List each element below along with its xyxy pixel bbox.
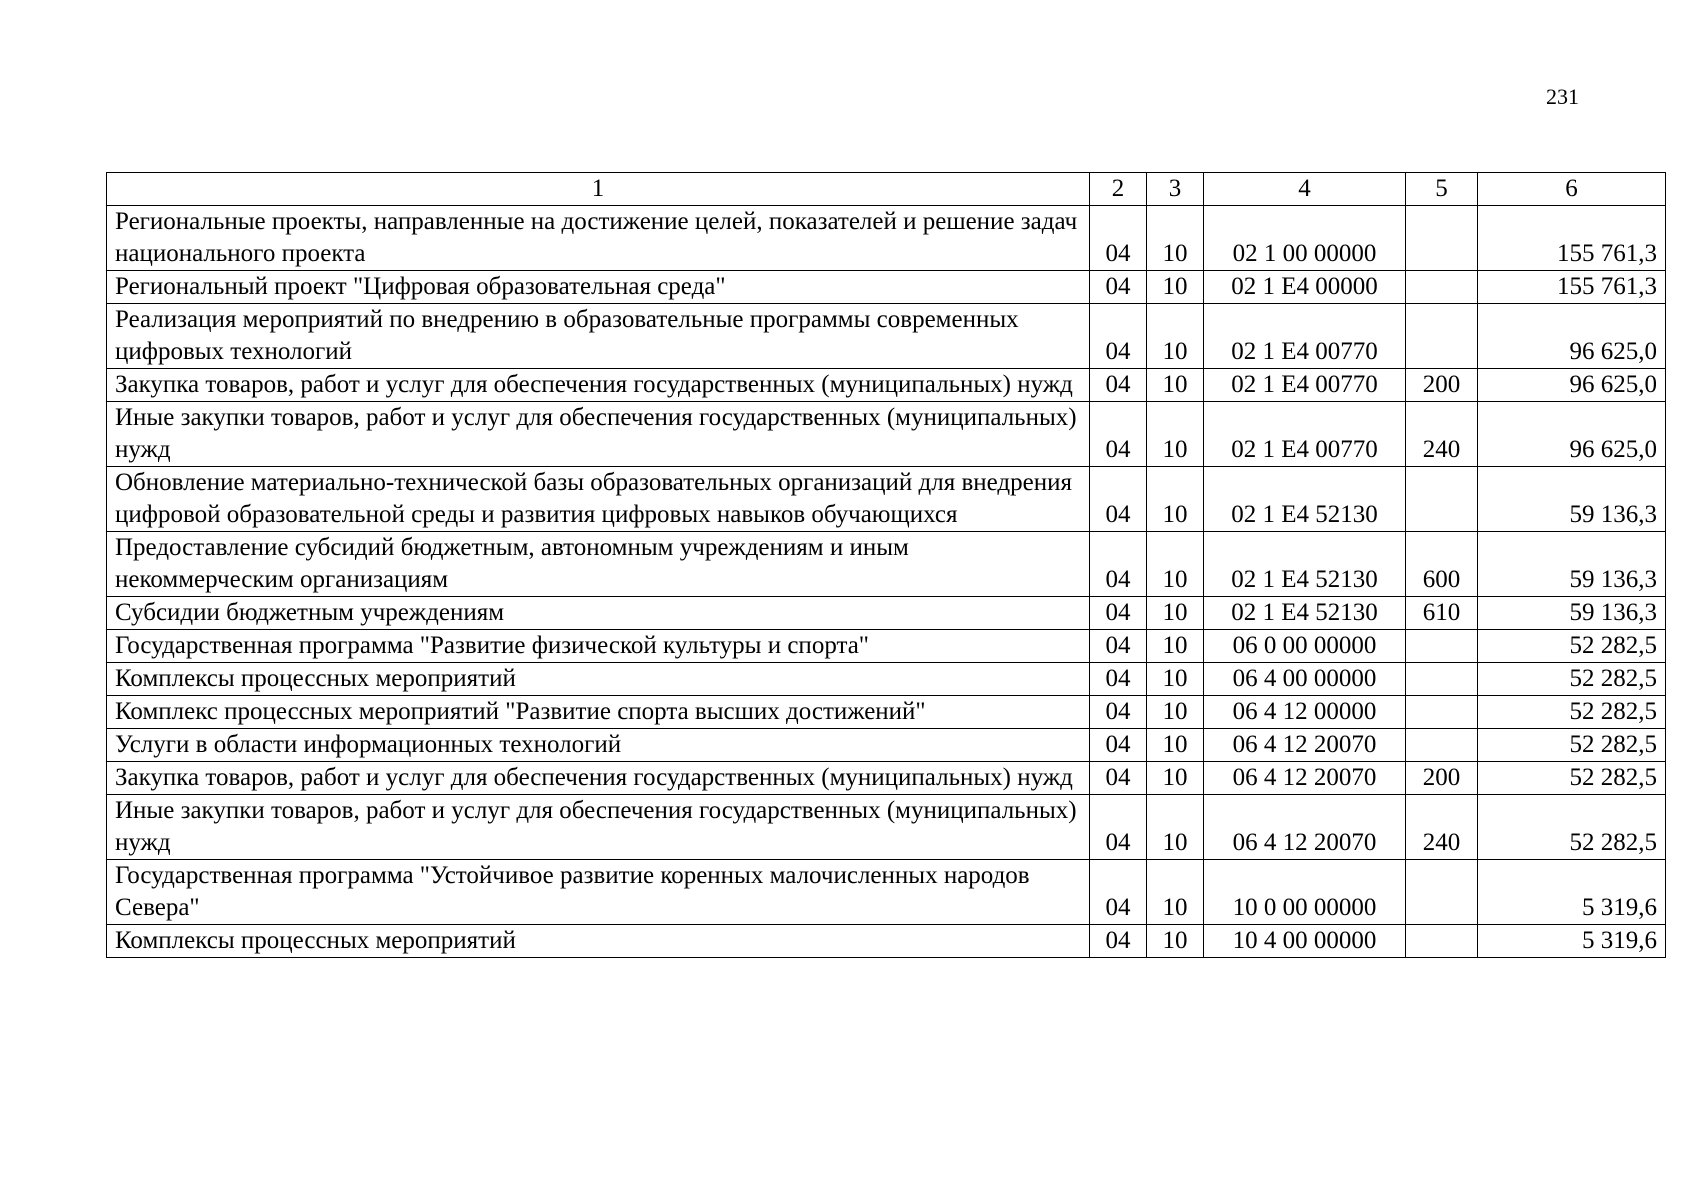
row-amount: 59 136,3	[1478, 597, 1666, 630]
row-expense-type	[1406, 860, 1478, 925]
table-row	[107, 762, 1666, 795]
row-name: Комплекс процессных мероприятий "Развитие спорта высших достижений"	[107, 696, 1090, 729]
row-amount: 5 319,6	[1478, 860, 1666, 925]
row-expense-type	[1406, 304, 1478, 369]
row-section: 04	[1090, 696, 1147, 729]
row-expense-type	[1406, 729, 1478, 762]
row-target-code: 06 4 12 20070	[1204, 762, 1406, 795]
header-cell-3: 3	[1147, 173, 1204, 206]
row-section: 04	[1090, 729, 1147, 762]
row-subsection: 10	[1147, 532, 1204, 597]
row-target-code: 02 1 E4 00770	[1204, 304, 1406, 369]
row-amount: 59 136,3	[1478, 467, 1666, 532]
row-target-code: 06 4 00 00000	[1204, 663, 1406, 696]
row-name: Региональные проекты, направленные на достижение целей, показателей и решение задач национального проекта	[107, 206, 1090, 271]
header-cell-6: 6	[1478, 173, 1666, 206]
row-name: Реализация мероприятий по внедрению в образовательные программы современных цифровых технологий	[107, 304, 1090, 369]
row-name: Государственная программа "Устойчивое развитие коренных малочисленных народов Севера"	[107, 860, 1090, 925]
table-row	[107, 696, 1666, 729]
page-number: 231	[1546, 84, 1579, 109]
row-target-code: 06 4 12 20070	[1204, 795, 1406, 860]
row-name: Субсидии бюджетным учреждениям	[107, 597, 1090, 630]
row-target-code: 02 1 E4 52130	[1204, 467, 1406, 532]
row-subsection: 10	[1147, 402, 1204, 467]
table-row	[107, 369, 1666, 402]
row-section: 04	[1090, 597, 1147, 630]
row-section: 04	[1090, 467, 1147, 532]
row-name: Региональный проект "Цифровая образовательная среда"	[107, 271, 1090, 304]
row-name: Комплексы процессных мероприятий	[107, 925, 1090, 958]
table-header-row	[107, 173, 1666, 206]
row-target-code: 10 4 00 00000	[1204, 925, 1406, 958]
row-subsection: 10	[1147, 925, 1204, 958]
row-section: 04	[1090, 795, 1147, 860]
row-amount: 155 761,3	[1478, 271, 1666, 304]
row-subsection: 10	[1147, 467, 1204, 532]
row-amount: 52 282,5	[1478, 729, 1666, 762]
row-expense-type	[1406, 206, 1478, 271]
row-section: 04	[1090, 532, 1147, 597]
row-section: 04	[1090, 304, 1147, 369]
row-target-code: 06 0 00 00000	[1204, 630, 1406, 663]
row-target-code: 02 1 00 00000	[1204, 206, 1406, 271]
table-row	[107, 597, 1666, 630]
row-amount: 52 282,5	[1478, 663, 1666, 696]
row-subsection: 10	[1147, 369, 1204, 402]
row-target-code: 06 4 12 00000	[1204, 696, 1406, 729]
row-amount: 96 625,0	[1478, 369, 1666, 402]
table-row	[107, 795, 1666, 860]
row-subsection: 10	[1147, 597, 1204, 630]
row-expense-type: 200	[1406, 762, 1478, 795]
row-expense-type: 240	[1406, 402, 1478, 467]
row-expense-type	[1406, 630, 1478, 663]
row-name: Обновление материально-технической базы образовательных организаций для внедрения цифровой образовательной среды и развития цифровых навыков обучающихся	[107, 467, 1090, 532]
row-subsection: 10	[1147, 206, 1204, 271]
row-subsection: 10	[1147, 663, 1204, 696]
row-amount: 59 136,3	[1478, 532, 1666, 597]
row-section: 04	[1090, 630, 1147, 663]
table-row	[107, 630, 1666, 663]
row-amount: 52 282,5	[1478, 762, 1666, 795]
table-row	[107, 925, 1666, 958]
row-name: Закупка товаров, работ и услуг для обеспечения государственных (муниципальных) нужд	[107, 762, 1090, 795]
row-section: 04	[1090, 369, 1147, 402]
table-row	[107, 206, 1666, 271]
row-name: Иные закупки товаров, работ и услуг для обеспечения государственных (муниципальных) нужд	[107, 795, 1090, 860]
row-expense-type	[1406, 696, 1478, 729]
row-name: Иные закупки товаров, работ и услуг для обеспечения государственных (муниципальных) нужд	[107, 402, 1090, 467]
header-cell-1: 1	[107, 173, 1090, 206]
row-section: 04	[1090, 925, 1147, 958]
header-cell-2: 2	[1090, 173, 1147, 206]
header-cell-4: 4	[1204, 173, 1406, 206]
row-section: 04	[1090, 271, 1147, 304]
row-expense-type: 240	[1406, 795, 1478, 860]
row-subsection: 10	[1147, 630, 1204, 663]
table-row	[107, 304, 1666, 369]
budget-table	[106, 172, 1666, 958]
row-subsection: 10	[1147, 729, 1204, 762]
table-row	[107, 402, 1666, 467]
table-row	[107, 663, 1666, 696]
row-expense-type	[1406, 663, 1478, 696]
row-expense-type	[1406, 925, 1478, 958]
header-cell-5: 5	[1406, 173, 1478, 206]
row-expense-type: 610	[1406, 597, 1478, 630]
row-target-code: 02 1 E4 52130	[1204, 532, 1406, 597]
table-row	[107, 532, 1666, 597]
row-section: 04	[1090, 663, 1147, 696]
row-amount: 155 761,3	[1478, 206, 1666, 271]
row-target-code: 10 0 00 00000	[1204, 860, 1406, 925]
row-target-code: 02 1 E4 00000	[1204, 271, 1406, 304]
row-target-code: 02 1 E4 52130	[1204, 597, 1406, 630]
table-row	[107, 860, 1666, 925]
table-row	[107, 271, 1666, 304]
row-section: 04	[1090, 860, 1147, 925]
row-subsection: 10	[1147, 304, 1204, 369]
row-expense-type: 600	[1406, 532, 1478, 597]
table-row	[107, 729, 1666, 762]
row-subsection: 10	[1147, 762, 1204, 795]
row-target-code: 06 4 12 20070	[1204, 729, 1406, 762]
row-target-code: 02 1 E4 00770	[1204, 369, 1406, 402]
row-name: Услуги в области информационных технологий	[107, 729, 1090, 762]
row-subsection: 10	[1147, 696, 1204, 729]
row-name: Предоставление субсидий бюджетным, автономным учреждениям и иным некоммерческим организациям	[107, 532, 1090, 597]
row-expense-type	[1406, 271, 1478, 304]
row-amount: 52 282,5	[1478, 630, 1666, 663]
row-expense-type: 200	[1406, 369, 1478, 402]
row-amount: 52 282,5	[1478, 795, 1666, 860]
row-section: 04	[1090, 206, 1147, 271]
row-expense-type	[1406, 467, 1478, 532]
table-row	[107, 467, 1666, 532]
row-subsection: 10	[1147, 795, 1204, 860]
row-section: 04	[1090, 762, 1147, 795]
row-target-code: 02 1 E4 00770	[1204, 402, 1406, 467]
row-amount: 5 319,6	[1478, 925, 1666, 958]
row-section: 04	[1090, 402, 1147, 467]
row-amount: 52 282,5	[1478, 696, 1666, 729]
row-subsection: 10	[1147, 271, 1204, 304]
row-name: Комплексы процессных мероприятий	[107, 663, 1090, 696]
row-name: Государственная программа "Развитие физической культуры и спорта"	[107, 630, 1090, 663]
row-amount: 96 625,0	[1478, 402, 1666, 467]
row-amount: 96 625,0	[1478, 304, 1666, 369]
row-subsection: 10	[1147, 860, 1204, 925]
row-name: Закупка товаров, работ и услуг для обеспечения государственных (муниципальных) нужд	[107, 369, 1090, 402]
